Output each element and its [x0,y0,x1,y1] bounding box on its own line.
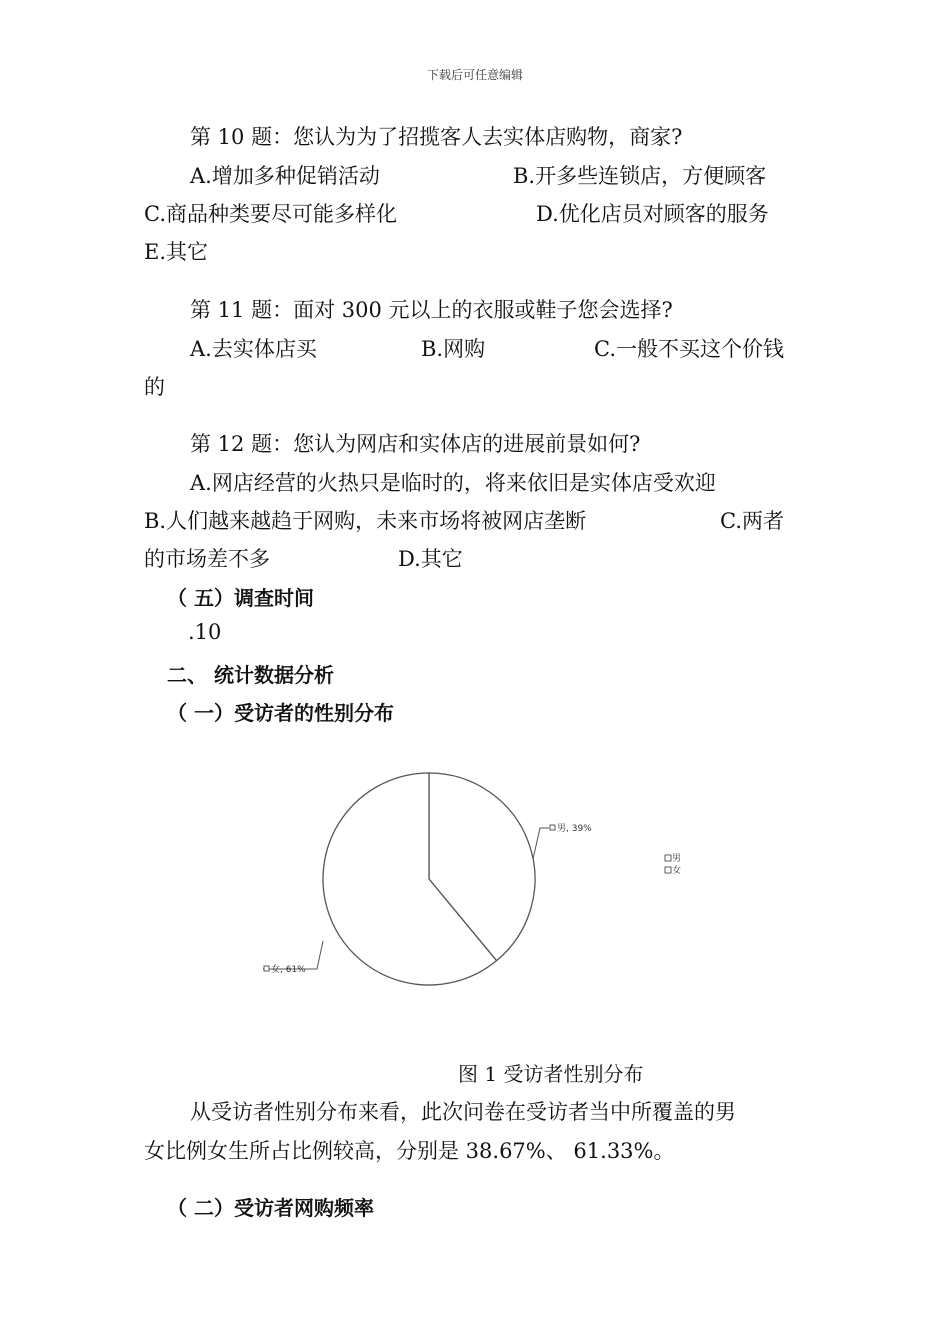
q12-option-a: A.网店经营的火热只是临时的，将来依旧是实体店受欢迎 [190,471,716,495]
analysis-line-2: 女比例女生所占比例较高，分别是 38.67%、 61.33%。 [144,1139,675,1163]
section-5-title: （ 五）调查时间 [167,586,314,610]
legend-marker-male [665,855,671,861]
legend-marker-female [665,867,671,873]
q10-option-c: C.商品种类要尽可能多样化 [144,202,397,226]
data-label-marker-female [264,966,269,971]
q10-option-d: D.优化店员对顾客的服务 [536,202,769,226]
q12-option-c: C.两者 [720,509,784,533]
subsection-2-title: （ 二）受访者网购频率 [167,1196,374,1220]
page-header: 下载后可任意编辑 [427,68,524,82]
q11-option-c-cont: 的 [144,375,165,399]
data-label-female: 女, 61% [271,965,306,975]
q10-option-b: B.开多些连锁店，方便顾客 [513,164,767,188]
q10-option-a: A.增加多种促销活动 [190,164,380,188]
q11-option-c: C.一般不买这个价钱 [594,337,784,361]
q11-title: 第 11 题：面对 300 元以上的衣服或鞋子您会选择? [190,298,673,322]
q10-title: 第 10 题：您认为为了招揽客人去实体店购物，商家? [190,125,683,149]
analysis-line-1: 从受访者性别分布来看，此次问卷在受访者当中所覆盖的男 [190,1100,736,1124]
figure-caption: 图 1 受访者性别分布 [458,1062,644,1086]
q11-option-a: A.去实体店买 [190,337,317,361]
legend-label-male: 男 [672,854,682,864]
legend-label-female: 女 [672,866,682,876]
data-label-male: 男, 39% [557,824,592,834]
subsection-1-title: （ 一）受访者的性别分布 [167,701,394,725]
q10-option-e: E.其它 [144,240,209,264]
data-label-marker-male [550,825,555,830]
leader-line-male [533,828,549,859]
section-two-title: 二、 统计数据分析 [167,663,334,687]
q12-option-d: D.其它 [398,547,463,571]
q11-option-b: B.网购 [421,337,486,361]
q12-title: 第 12 题：您认为网店和实体店的进展前景如何? [190,432,641,456]
survey-time-value: .10 [188,620,222,644]
gender-pie-chart [145,758,751,1040]
q12-option-c-cont: 的市场差不多 [144,547,270,571]
q12-option-b: B.人们越来越趋于网购，未来市场将被网店垄断 [144,509,587,533]
